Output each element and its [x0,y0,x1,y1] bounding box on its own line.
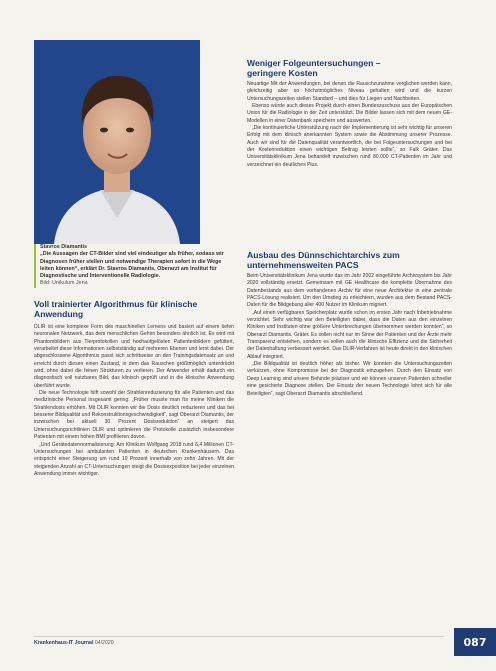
paragraph: Ebenso würde auch dieses Projekt durch einen Bundeszuschuss aus der Europäischen Union für die Radiologie in der Zeit unterstützt. Die Bilder lassen sich mit dem neuen GE-Modellen in einer Datenbank speichern und auswerten. [247,103,452,124]
right-heading-line: Ausbau des Dünnschichtarchivs zum [247,250,400,260]
left-heading-line: Voll trainierter Algorithmus für klinische [34,299,198,309]
caption-quote: „Die Aussagen der CT-Bilder sind viel eindeutiger als früher, sodass wir Diagnosen früher stellen und notwendige Therapien sofort in die Wege leiten können“, erklärt Dr. Stavros Diamantis, Oberarzt am Institut für Diagnostische und Interventionelle Radiologie. [40,251,224,280]
footer-rule [34,636,444,637]
left-heading [34,300,234,319]
left-heading-line: Anwendung [34,308,84,319]
right-heading-1 [247,59,452,78]
right-body-2 [247,273,452,398]
journal-issue: 04/2020 [94,640,114,646]
paragraph: „Auf einen verfügbaren Speicherplatz wurde schon im ersten Jahr nach Inbetriebnahme verzichtet. Sehr wichtig war den Beteiligten dabei, dass die Daten aus den einzelnen Kliniken und Instituten ohne größere Unterbrechungen übernommen werden konnten“, so Oberarzt Diamantis. Gräter. Es sollen nicht nur im Sinne der Patienten und der Ärzte mehr Transparenz entstehen, sondern es sollen auch die klinische Effizienz und die Sicherheit der Datenhaltung verbessert werden. Das DLIR-Verfahren ist heute direkt in den klinischen Ablauf integriert. [247,309,452,360]
paragraph: „Und Gerätedatennormalisierung: Am Klinikum Wolfgang 2018 rund 6,4 Millionen CT-Untersuchungen bei ambulanten Patienten in deutschen Krankenhäusern. Das entspricht einer Steigerung um rund 19 Prozent innerhalb von zehn Jahren. Mit der steigenden Anzahl an CT-Untersuchungen steigt die Dosisexposition bei jeder einzelnen Anwendung immer wichtiger. [34,441,234,477]
paragraph: „Die Bildqualität ist deutlich höher als bisher. Wir konnten die Untersuchungszeiten verkürzen, ohne Kompromisse bei der Diagnostik einzugehen. Durch den Einsatz von Deep Learning sind unsere Befunde präziser und wir können unseren Patienten schneller eine gesicherte Diagnose stellen. Der Einsatz der neuen Technologie lohnt sich für alle Beteiligten“, sagt Oberarzt Diamantis abschließend. [247,361,452,397]
paragraph: Neuartige Mit der Anwendungen, bei denen die Rauschzunahme verglichen werden kann, gleichzeitig aber so höchstmögliches Niveau gehalten wird und die kurzen Untersuchungszeiten stellen Standard – und dies für Liegen und Nachbeiten. [247,81,452,102]
left-body [34,324,234,478]
right-heading-2 [247,251,452,270]
caption-credit: Bild: Unikulum Jena [40,280,88,287]
right-heading-line: unternehmensweiten PACS [247,259,359,270]
page-number: 087 [454,628,496,656]
paragraph: „Die kontinuierliche Unterstützung nach der Implementierung ist sehr wichtig für unseren Erfolg mit dem klinisch anerkannten System sowie die Abstimmung unserer Prozesse. Auch wir sind für die Datenqualität verantwortlich, die bei Folgeuntersuchungen und bei der Kostenreduktion einen wichtigen Beitrag leisten sollte“, so Falk Gräter. Das Universitätsklinikum Jena behandelt inzwischen rund 80.000 CT-Patienten im Jahr und verzeichnet ein deutliches Plus. [247,125,452,168]
caption-name: Stavros Diamantis [40,244,88,250]
portrait-photo [34,40,200,244]
right-heading-line: Weniger Folgeuntersuchungen – [247,58,381,68]
right-body-1 [247,81,452,169]
photo-caption [34,244,234,288]
right-heading-line: geringere Kosten [247,67,318,78]
portrait-icon [34,40,200,244]
journal-name: Krankenhaus-IT Journal [34,640,94,646]
paragraph: DLIR ist eine komplexe Form des maschinellen Lernens und basiert auf einem tiefen neuronalen Netzwerk, das dem menschlichen Gehirn besonders ähnlich ist. Es wird mit Phantombildern aus Tierprotokollen und hochaufgelösten Patientenbildern gefüttert, verarbeitet diese Informationen selbstständig auf mehreren Ebenen und lernt dabei. Der abgeschlossene Algorithmus passt sich schrittweise an den Trainingsdatensatz an und erreicht durch diesen einen Zustand, in dem das Rauschen größtmöglich unterdrückt wird, ohne dabei die feinen Strukturen zu verlieren. Der Anwender erhält dadurch ein diagnostisch voll nutzbares Bild, das klinisch geprüft und in die klinische Anwendung überführt wurde. [34,324,234,389]
paragraph: Die neue Technologie hilft sowohl der Strahlenreduzierung für alle Patienten und das medizinische Personal insgesamt gering: „Früher musste man für meine Kliniken die Strahlendosis erhöhen. Mit DLIR konnten wir die Dosis deutlich reduzieren und das bei besserer Bildqualität und Rekonstruktionsgeschwindigkeit“, sagt Oberarzt Diamantis, der inzwischen bei aktuell 30 Prozent Dosisreduktion“ an steigert das Untersuchungsrichtlinien DLIR und optimieren die Protokolle zusätzlich insbesondere Patienten mit einem hohen BMI profitieren davon. [34,390,234,441]
paragraph: Beim Universitätsklinikum Jena wurde das im Jahr 2002 eingeführte Archivsystem bis Jahr 2020 vollständig ersetzt. Gemeinsam mit GE Healthcare die komplette Übernahme des Datenbestands aus dem vorhandenen Archiv für eine neue Architektur in eine zentrale PACS-Lösung realisiert. Um den Umstieg zu erleichtern, wurden aus dem Bestand PACS-Daten für die Bildgebung aller 400 Nutzer im Klinikum migriert. [247,273,452,309]
footer-journal [34,640,114,646]
